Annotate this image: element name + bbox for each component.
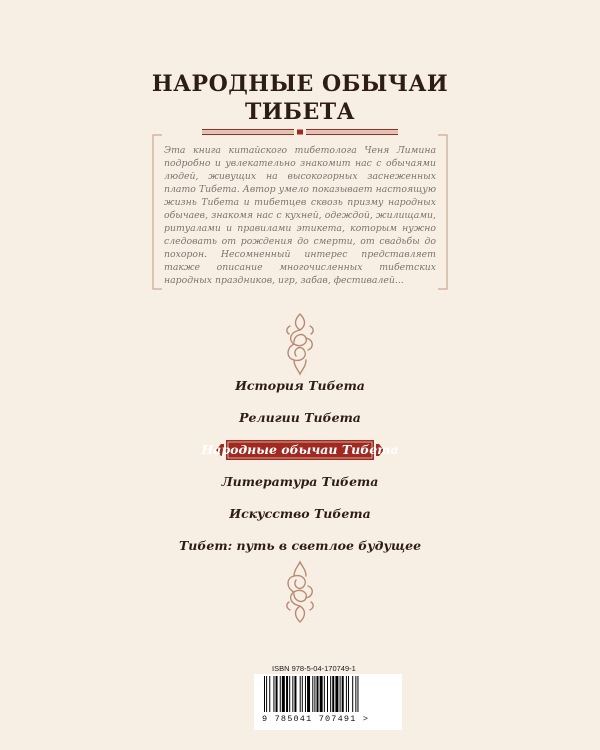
series-item-art: Искусство Тибета	[229, 506, 371, 521]
barcode-digits: 9 785041 707491 >	[262, 714, 370, 724]
book-title	[0, 70, 600, 126]
series-item-history: История Тибета	[235, 378, 365, 393]
isbn-number: ISBN 978-5-04-170749-1	[272, 664, 356, 673]
endless-knot-icon	[280, 312, 320, 376]
title-line-1: НАРОДНЫЕ ОБЫЧАИ	[151, 71, 449, 97]
barcode-icon	[264, 676, 392, 712]
endless-knot-icon	[280, 560, 320, 624]
series-item-bright-future: Тибет: путь в светлое будущее	[178, 538, 422, 553]
title-line-2: ТИБЕТА	[244, 99, 355, 125]
series-item-literature: Литература Тибета	[221, 474, 379, 489]
series-item-religions: Религии Тибета	[239, 410, 361, 425]
book-description: Эта книга китайского тибетолога Ченя Лимина подробно и увлекательно знакомит нас с обычаями людей, живущих на высокогорных заснеженных плато Тибета. Автор умело показывает настоящую жизнь Тибета и тибетцев сквозь призму народных обычаев, знакомя нас с кухней, одеждой, жилищами, ритуалами и правилами этикета, которым нужно следовать от рождения до смерти, от свадьбы до похорон. Несомненный интерес представляет также описание многочисленных тибетских народных праздников, игр, забав, фестивалей...	[164, 145, 436, 286]
series-item-folk-customs: Народные обычаи Тибета	[201, 442, 399, 457]
